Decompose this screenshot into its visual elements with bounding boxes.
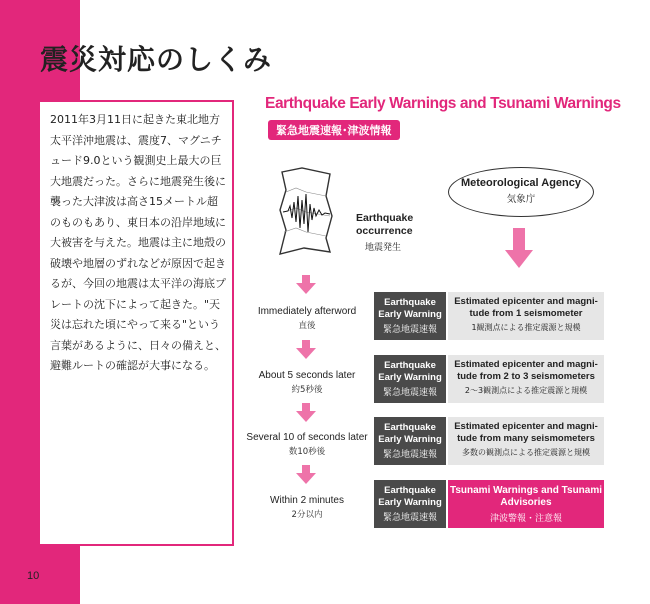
epicenter-info-box [448, 292, 604, 340]
tsunami-warning-box [448, 480, 604, 528]
info-line1: Estimated epicenter and magni- [454, 296, 598, 307]
stage-time: Several 10 of seconds later [246, 432, 368, 443]
stage-time: Within 2 minutes [270, 495, 344, 506]
stage-time-label [232, 370, 382, 395]
earthquake-occurrence-jp: 地震発生 [365, 243, 402, 253]
earthquake-occurrence-label [356, 212, 413, 238]
warning-line1: Earthquake [384, 485, 436, 496]
warning-line2: Early Warning [378, 308, 442, 320]
info-line2: tude from many seismometers [457, 433, 595, 444]
info-jp: 多数の観測点による推定震源と規模 [462, 448, 590, 457]
warning-jp: 緊急地震速報 [382, 325, 437, 335]
page-title: 震災対応のしくみ [40, 43, 273, 76]
agency-name: Meteorological Agency [460, 177, 581, 189]
article-body-text: 2011年3月11日に起きた東北地方太平洋沖地震は、震度7、マグニチュード9.0という観測史上最大の巨大地震だった。さらに地震発生後に襲った大津波は高さ15メートル超のものもあり、東日本の沿岸地域に大被害を与えた。地震は主に地殻の破壊や地層のずれなどが原因で起きるが、今回の地震は太平洋の海底プレートの沈下によって起きた。"天災は忘れた頃にやって来る"という言葉があるように、日々の備えと、避難ルートの確認が大事になる。 [50, 113, 226, 372]
stage-time-jp: 2分以内 [291, 510, 323, 520]
warning-line1: Earthquake [384, 360, 436, 371]
warning-line1: Earthquake [384, 422, 436, 433]
stage-time-label [232, 306, 382, 331]
stage-time-jp: 直後 [298, 321, 316, 331]
info-line2: tude from 1 seismometer [469, 308, 583, 319]
info-line1: Estimated epicenter and magni- [454, 421, 598, 432]
earthquake-label-line2: occurrence [356, 225, 413, 237]
agency-name-jp: 気象庁 [506, 194, 536, 205]
diagram-title: Earthquake Early Warnings and Tsunami Warnings [265, 95, 621, 112]
epicenter-info-box [448, 417, 604, 465]
stage-time: About 5 seconds later [258, 370, 356, 381]
warning-line2: Early Warning [378, 496, 442, 508]
early-warning-box [374, 417, 446, 465]
warning-line2: Early Warning [378, 371, 442, 383]
tsunami-jp: 津波警報・注意報 [489, 514, 562, 524]
seismogram-icon [276, 166, 336, 256]
info-line2: tude from 2 to 3 seismometers [457, 371, 595, 382]
warning-jp: 緊急地震速報 [382, 388, 437, 398]
stage-time-jp: 数10秒後 [288, 447, 326, 457]
warning-jp: 緊急地震速報 [382, 450, 437, 460]
stage-time-label [232, 495, 382, 520]
stage-time-label [232, 432, 382, 457]
meteorological-agency-ellipse [448, 167, 594, 217]
warning-line1: Earthquake [384, 297, 436, 308]
warning-jp: 緊急地震速報 [382, 513, 437, 523]
article-text-box [38, 100, 234, 546]
early-warning-box [374, 355, 446, 403]
early-warning-box [374, 480, 446, 528]
page-number: 10 [27, 570, 40, 582]
stage-time-jp: 約5秒後 [291, 385, 323, 395]
warning-line2: Early Warning [378, 433, 442, 445]
info-jp: 1観測点による推定震源と規模 [471, 323, 581, 332]
diagram-subtitle-badge: 緊急地震速報･津波情報 [268, 120, 400, 140]
tsunami-line2: Advisories [500, 497, 552, 508]
earthquake-label-line1: Earthquake [356, 212, 414, 224]
tsunami-line1: Tsunami Warnings and Tsunami [449, 485, 603, 496]
epicenter-info-box [448, 355, 604, 403]
early-warning-box [374, 292, 446, 340]
info-jp: 2～3観測点による推定震源と規模 [464, 386, 588, 395]
info-line1: Estimated epicenter and magni- [454, 359, 598, 370]
stage-time: Immediately afterword [257, 306, 357, 317]
